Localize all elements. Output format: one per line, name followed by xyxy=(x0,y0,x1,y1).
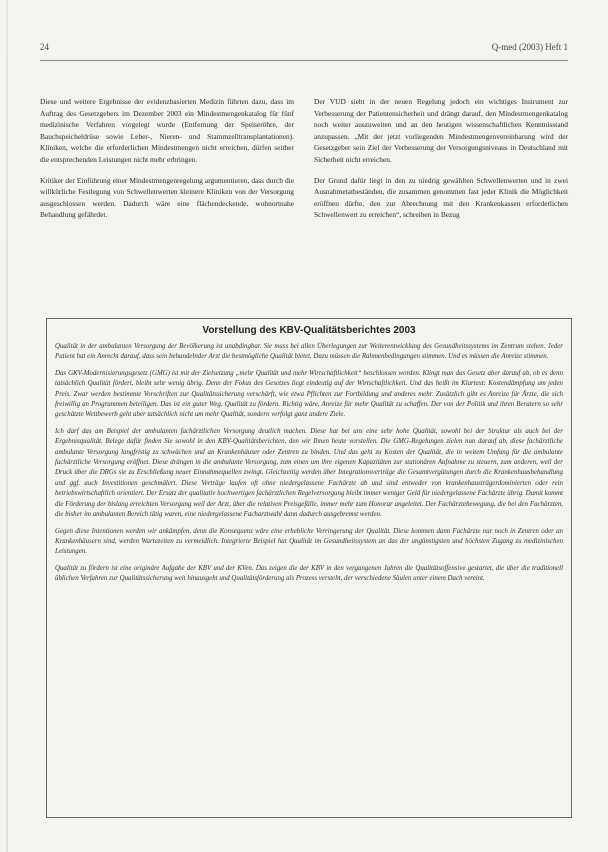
box-paragraph-1: Qualität in der ambulanten Versorgung der Bevölkerung ist unabdingbar. Sie muss bei allen Überlegungen zur Weiterentwicklung des Gesundheitssystems im Zentrum stehen. Jeder Patient hat ein Anrecht darauf, dass sein behandelnder Arzt die bestmögliche Qualität bietet. Dazu müssen die Rahmenbedingungen stimmen. Und es müssen die Anreize stimmen. xyxy=(55,343,563,361)
page-binder-edge xyxy=(6,0,8,852)
left-paragraph-1: Diese und weitere Ergebnisse der evidenzbasierten Medizin führten dazu, dass im Auftrag des Gesetzgebers im Dezember 2003 ein Mindestmengenkatalog für fünf medizinische Verfahren vorgelegt wurde (Entfernung der Speiseröhre, der Bauchspeicheldrüse sowie Leber-, Nieren- und Stammzelltransplantationen). Kliniken, welche die erforderlichen Mindestmengen nicht erreichen, dürfen seither die entsprechenden Leistungen nicht mehr erbringen. xyxy=(40,97,294,164)
sidebar-box xyxy=(46,318,572,818)
header-rule xyxy=(40,60,568,61)
box-paragraph-5: Qualität zu fördern ist eine originäre Aufgabe der KBV und der KVen. Das zeigen die der KBV in den vergangenen Jahren die Qualitätsoffensive gestartet, die über die traditionell üblichen Verfahren zur Qualitätssicherung weit hinausgeht und Qualitätsförderung als Prozess versteht, der verschiedene Säulen unter einem Dach vereint. xyxy=(55,564,563,583)
left-paragraph-2: Kritiker der Einführung einer Mindestmengenregelung argumentieren, dass durch die willkürliche Festlegung von Schwellenwerten kleinere Kliniken von der Versorgung ausgeschlossen werden. Dadurch wäre eine flächendeckende, wohnortnahe Behandlung gefährdet. xyxy=(40,175,294,220)
page-header xyxy=(40,42,568,52)
box-paragraph-4: Gegen diese Intentionen werden wir ankämpfen, denn die Konsequenz wäre eine erhebliche Verringerung der Qualität. Diese kommen dann Fachärzte nur noch in Zentren oder an Krankenhäusern sind, werden Wartezeiten zu vermeidlich. Integrierte Beispiel hat Qualität im Gesundheitssystem an das der ungünstigsten und höchsten Zugang zu medizinischen Leistungen. xyxy=(55,527,563,556)
right-column xyxy=(314,96,568,230)
page-number: 24 xyxy=(40,42,49,52)
box-title: Vorstellung des KBV-Qualitätsberichtes 2003 xyxy=(202,325,416,336)
box-paragraph-3: Ich darf das am Beispiel der ambulanten fachärztlichen Versorgung deutlich machen. Diese hat bei uns eine sehr hohe Qualität, sowohl bei der Struktur als auch bei der Ergebnisqualität. Belege dafür finden Sie sowohl in den KBV-Qualitätsberichten, den wir Ihnen heute vorstellen. Die GMG-Regelungen zielen nun darauf ab, diese fachärztliche ambulante Versorgung langfristig zu schwächen und an Krankenhäuser oder Zentren zu binden. Und das geht zu Kosten der Qualität, die in weitem Umfang für die ambulante fachärztliche Versorgung eröffnet. Diese drängen in die ambulante Versorgung, zum einen um ihre eigenen Kapazitäten zur stationären Aufnahme zu steuern, zum anderen, weil der Druck über die DRGs sie zu Erschließung neuer Einnahmequellen zwingt. Gleichzeitig werden über Integrationsverträge die Gesamtvergütungen durch die Krankenhausbehandlung und ggf. auch Investitionen geschmälert. Diese Verträge laufen oft ohne niedergelassene Fachärzte ab und sind entweder von krankenhausträgerdominierten oder rein betriebswirtschaftlich orientiert. Der Ersatz der qualitativ hochwertigen fachärztlichen Regelversorgung bleibt immer weniger Geld für niedergelassene Fachärzte übrig. Damit kommt die Förderung der bislang erreichten Versorgung weil der Arzt, über die relativen Preisgefälle, immer mehr zum Honorar angeleitet. Der Fachärztebewegung, die bei den Fachärzten, die bisher im ambulanten Bereich tätig waren, eine niedergelassene Facharztwahl dann dadurch ausgebremst werden. xyxy=(55,427,563,519)
body-columns xyxy=(40,96,568,230)
box-paragraph-2: Das GKV-Modernisierungsgesetz (GMG) ist mit der Zielsetzung „mehr Qualität und mehr Wirtschaftlichkeit“ beschlossen worden. Klingt man das Gesetz aber darauf ab, ob es denn tatsächlich Qualität fördert, bleibt sehr wenig übrig. Denn der Fokus des Gesetzes liegt eindeutig auf der Wirtschaftlichkeit. Und das heißt im Klartext: Kostendämpfung um jeden Preis. Zwar werden bestimmte Vorschriften zur Qualitätssicherung verschärft, wie etwa Pflichten zur Fortbildung und anderes mehr. Zusätzlich gibt es Anreize für Ärzte, die sich freiwillig an Programmen beteiligen. Das ist ein guter Weg, Qualität zu fördern. Richtig wäre, Anreize für mehr Qualität zu schaffen. Der von der Politik und ihren Beratern so sehr geschätzte Wettbewerb geht aber tatsächlich nicht um mehr Qualität, sondern verfolgt ganz andere Ziele. xyxy=(55,369,563,419)
right-paragraph-2: Der Grund dafür liegt in den zu niedrig gewählten Schwellenwerten und in zwei Ausnahmetatbeständen, die zusammen genommen fast jeder Klinik die Möglichkeit eröffnen dürfte, den zur Abrechnung mit den Krankenkassen erforderlichen Schwellenwert zu erreichen“, schreiben in Bezug xyxy=(314,175,568,220)
left-column xyxy=(40,96,294,230)
right-paragraph-1: Der VUD sieht in der neuen Regelung jedoch ein wichtiges Instrument zur Verbesserung der Patientensicherheit und drängt darauf, den Mindestmengenkatalog noch weiter auszuweiten und an den heutigen wissenschaftlichen Kenntnisstand anzupassen. „Mit der jetzt vorliegenden Mindestmengenvereinbarung wird der Gesetzgeber sein Ziel der Verbesserung der Versorgungsniveaus in Deutschland mit Sicherheit nicht erreichen. xyxy=(314,97,568,164)
journal-reference: Q-med (2003) Heft 1 xyxy=(491,42,568,52)
